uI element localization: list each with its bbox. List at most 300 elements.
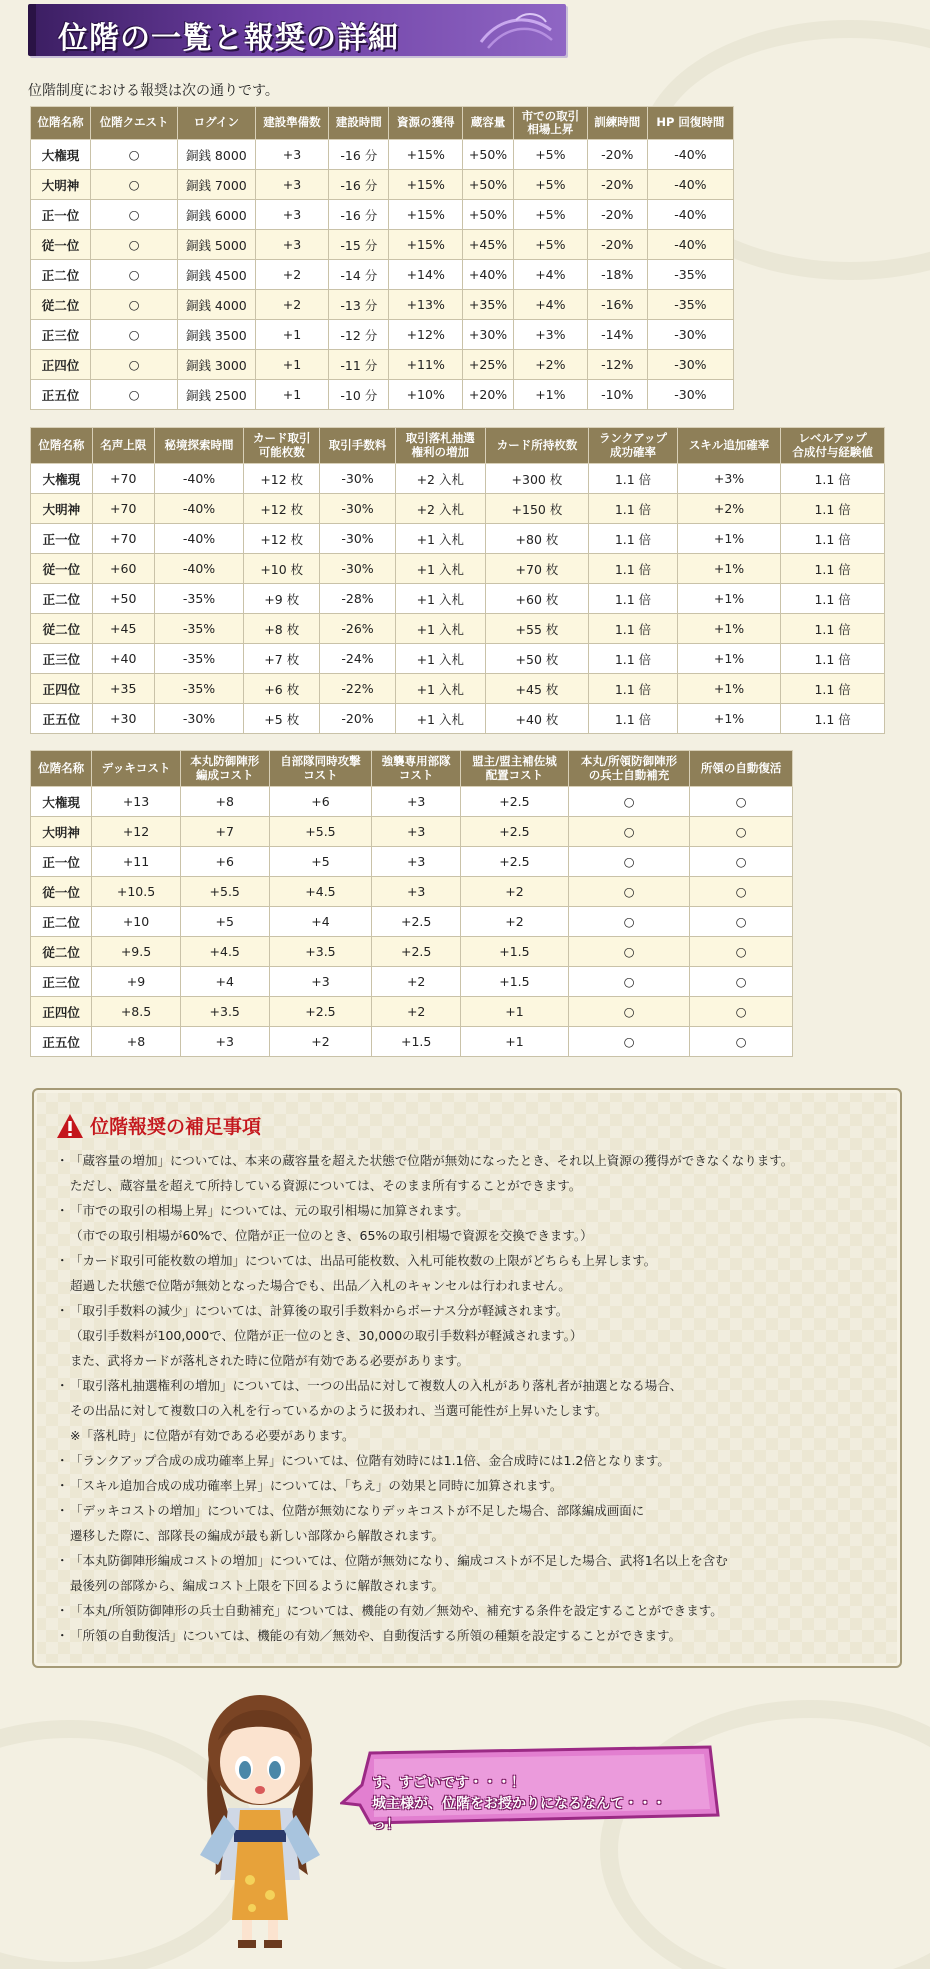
rank-name-cell: 正二位: [31, 584, 93, 614]
value-cell: ○: [91, 200, 178, 230]
column-header: 本丸防御陣形 編成コスト: [180, 751, 269, 787]
column-header: 建設準備数: [255, 107, 329, 140]
guide-character: [190, 1680, 330, 1950]
value-cell: 1.1 倍: [589, 494, 677, 524]
value-cell: +1: [461, 997, 569, 1027]
rank-rewards-table-2: [30, 427, 885, 734]
value-cell: +10: [92, 907, 181, 937]
value-cell: 1.1 倍: [781, 554, 885, 584]
table-row: [31, 817, 793, 847]
rank-name-cell: 正三位: [31, 967, 92, 997]
value-cell: -40%: [647, 140, 733, 170]
value-cell: -13 分: [329, 290, 389, 320]
value-cell: +13%: [389, 290, 463, 320]
value-cell: +2: [372, 997, 461, 1027]
value-cell: +60: [92, 554, 154, 584]
table-row: [31, 260, 734, 290]
value-cell: ○: [91, 140, 178, 170]
value-cell: +15%: [389, 230, 463, 260]
value-cell: +1 入札: [395, 524, 485, 554]
value-cell: +6: [180, 847, 269, 877]
value-cell: -35%: [154, 674, 244, 704]
table-row: [31, 847, 793, 877]
column-header: 盟主/盟主補佐城 配置コスト: [461, 751, 569, 787]
value-cell: +12%: [389, 320, 463, 350]
value-cell: ○: [568, 787, 690, 817]
value-cell: +80 枚: [485, 524, 589, 554]
note-item: [56, 1598, 886, 1623]
value-cell: -30%: [320, 494, 396, 524]
value-cell: +2: [269, 1027, 372, 1057]
note-text: 「スキル追加合成の成功確率上昇」については、「ちえ」の効果と同時に加算されます。: [70, 1478, 563, 1493]
value-cell: ○: [568, 997, 690, 1027]
value-cell: -35%: [154, 614, 244, 644]
note-text: 「デッキコストの増加」については、位階が無効になりデッキコストが不足した場合、部隊編成画面に: [70, 1503, 645, 1518]
speech-bubble-text: [372, 1773, 692, 1836]
value-cell: +45: [92, 614, 154, 644]
rank-name-cell: 大権現: [31, 464, 93, 494]
column-header: スキル追加確率: [677, 428, 781, 464]
value-cell: +50: [92, 584, 154, 614]
value-cell: +2: [372, 967, 461, 997]
table-row: [31, 350, 734, 380]
value-cell: +2.5: [372, 937, 461, 967]
value-cell: -40%: [154, 554, 244, 584]
value-cell: +3.5: [180, 997, 269, 1027]
rank-name-cell: 大明神: [31, 170, 91, 200]
rank-name-cell: 正四位: [31, 674, 93, 704]
value-cell: +14%: [389, 260, 463, 290]
value-cell: +1%: [514, 380, 588, 410]
value-cell: +12 枚: [244, 494, 320, 524]
table-row: [31, 967, 793, 997]
value-cell: +8: [92, 1027, 181, 1057]
column-header: 位階名称: [31, 428, 93, 464]
value-cell: 1.1 倍: [781, 524, 885, 554]
value-cell: -30%: [320, 464, 396, 494]
value-cell: -14 分: [329, 260, 389, 290]
value-cell: ○: [690, 907, 793, 937]
value-cell: -35%: [154, 584, 244, 614]
note-text: 「蔵容量の増加」については、本来の蔵容量を超えた状態で位階が無効になったとき、それ以上資源の獲得ができなくなります。: [70, 1153, 794, 1168]
value-cell: +4%: [514, 290, 588, 320]
bullet-icon: ・: [56, 1553, 69, 1568]
value-cell: +2.5: [461, 787, 569, 817]
bullet-icon: ・: [56, 1303, 69, 1318]
value-cell: +1 入札: [395, 674, 485, 704]
note-item: [56, 1373, 886, 1448]
notes-heading: [56, 1112, 261, 1139]
value-cell: +4.5: [180, 937, 269, 967]
rank-name-cell: 大明神: [31, 494, 93, 524]
value-cell: +5: [180, 907, 269, 937]
bullet-icon: ・: [56, 1203, 69, 1218]
note-item: [56, 1298, 886, 1373]
value-cell: +8: [180, 787, 269, 817]
value-cell: 1.1 倍: [589, 524, 677, 554]
value-cell: +1 入札: [395, 644, 485, 674]
value-cell: +20%: [463, 380, 514, 410]
value-cell: +1 入札: [395, 584, 485, 614]
value-cell: +7 枚: [244, 644, 320, 674]
value-cell: ○: [91, 290, 178, 320]
value-cell: ○: [91, 350, 178, 380]
value-cell: 1.1 倍: [589, 584, 677, 614]
note-continuation: 超過した状態で位階が無効となった場合でも、出品／入札のキャンセルは行われません。: [70, 1278, 571, 1293]
table-row: [31, 554, 885, 584]
rank-name-cell: 従一位: [31, 230, 91, 260]
value-cell: +1 入札: [395, 614, 485, 644]
value-cell: ○: [568, 877, 690, 907]
value-cell: ○: [690, 847, 793, 877]
value-cell: +60 枚: [485, 584, 589, 614]
value-cell: -40%: [647, 230, 733, 260]
value-cell: +2%: [514, 350, 588, 380]
value-cell: ○: [91, 230, 178, 260]
table-row: [31, 937, 793, 967]
column-header: ランクアップ 成功確率: [589, 428, 677, 464]
value-cell: ○: [568, 937, 690, 967]
value-cell: -35%: [154, 644, 244, 674]
value-cell: +10 枚: [244, 554, 320, 584]
bullet-icon: ・: [56, 1453, 69, 1468]
note-item: [56, 1448, 886, 1473]
column-header: 所領の自動復活: [690, 751, 793, 787]
value-cell: +11%: [389, 350, 463, 380]
value-cell: +12 枚: [244, 464, 320, 494]
value-cell: +2 入札: [395, 494, 485, 524]
value-cell: +25%: [463, 350, 514, 380]
value-cell: 1.1 倍: [781, 614, 885, 644]
note-text: 「取引手数料の減少」については、計算後の取引手数料からボーナス分が軽減されます。: [70, 1303, 569, 1318]
value-cell: 1.1 倍: [589, 554, 677, 584]
value-cell: +1: [255, 380, 329, 410]
value-cell: +150 枚: [485, 494, 589, 524]
rank-name-cell: 正五位: [31, 704, 93, 734]
rank-name-cell: 正二位: [31, 907, 92, 937]
note-item: [56, 1148, 886, 1198]
column-header: 自部隊同時攻撃 コスト: [269, 751, 372, 787]
column-header: 位階名称: [31, 107, 91, 140]
rank-name-cell: 従一位: [31, 877, 92, 907]
value-cell: 1.1 倍: [781, 644, 885, 674]
value-cell: 銅銭 3000: [178, 350, 256, 380]
value-cell: +5%: [514, 140, 588, 170]
table-row: [31, 877, 793, 907]
value-cell: +3: [255, 200, 329, 230]
value-cell: +30: [92, 704, 154, 734]
rank-rewards-table-3: [30, 750, 793, 1057]
value-cell: +5%: [514, 170, 588, 200]
value-cell: ○: [690, 877, 793, 907]
value-cell: +12: [92, 817, 181, 847]
value-cell: ○: [690, 997, 793, 1027]
value-cell: +1%: [677, 614, 781, 644]
value-cell: +5%: [514, 200, 588, 230]
note-continuation: ただし、蔵容量を超えて所持している資源については、そのまま所有することができます。: [70, 1178, 582, 1193]
value-cell: +35: [92, 674, 154, 704]
note-text: 「ランクアップ合成の成功確率上昇」については、位階有効時には1.1倍、金合成時には1.2倍となります。: [70, 1453, 670, 1468]
value-cell: 銅銭 7000: [178, 170, 256, 200]
value-cell: +3%: [677, 464, 781, 494]
note-continuation: 最後列の部隊から、編成コスト上限を下回るように解散されます。: [70, 1578, 445, 1593]
value-cell: +9: [92, 967, 181, 997]
value-cell: +70 枚: [485, 554, 589, 584]
value-cell: 1.1 倍: [589, 674, 677, 704]
value-cell: +1%: [677, 674, 781, 704]
column-header: 位階名称: [31, 751, 92, 787]
value-cell: -20%: [587, 170, 647, 200]
value-cell: +4: [180, 967, 269, 997]
value-cell: +50%: [463, 140, 514, 170]
table-row: [31, 997, 793, 1027]
swirl-decoration-icon: [476, 10, 556, 50]
value-cell: -16%: [587, 290, 647, 320]
value-cell: ○: [91, 380, 178, 410]
column-header: 市での取引 相場上昇: [514, 107, 588, 140]
value-cell: +5.5: [269, 817, 372, 847]
value-cell: +3: [372, 787, 461, 817]
value-cell: +2: [255, 260, 329, 290]
value-cell: +15%: [389, 200, 463, 230]
column-header: デッキコスト: [92, 751, 181, 787]
note-item: [56, 1248, 886, 1298]
value-cell: +1.5: [461, 967, 569, 997]
value-cell: +35%: [463, 290, 514, 320]
column-header: レベルアップ 合成付与経験値: [781, 428, 885, 464]
value-cell: 1.1 倍: [589, 704, 677, 734]
title-banner: [28, 4, 566, 56]
column-header: 取引落札抽選 権利の増加: [395, 428, 485, 464]
value-cell: +1 入札: [395, 554, 485, 584]
column-header: 取引手数料: [320, 428, 396, 464]
value-cell: +50%: [463, 170, 514, 200]
column-header: 蔵容量: [463, 107, 514, 140]
value-cell: +5.5: [180, 877, 269, 907]
value-cell: ○: [568, 907, 690, 937]
table-row: [31, 494, 885, 524]
value-cell: 銅銭 6000: [178, 200, 256, 230]
value-cell: +300 枚: [485, 464, 589, 494]
value-cell: +5%: [514, 230, 588, 260]
bullet-icon: ・: [56, 1153, 69, 1168]
value-cell: ○: [568, 1027, 690, 1057]
value-cell: +1%: [677, 554, 781, 584]
column-header: 秘境探索時間: [154, 428, 244, 464]
column-header: 強襲専用部隊 コスト: [372, 751, 461, 787]
value-cell: +1 入札: [395, 704, 485, 734]
value-cell: +1.5: [461, 937, 569, 967]
warning-icon: [56, 1113, 84, 1139]
column-header: ログイン: [178, 107, 256, 140]
value-cell: +4%: [514, 260, 588, 290]
table-row: [31, 140, 734, 170]
table-row: [31, 380, 734, 410]
bullet-icon: ・: [56, 1478, 69, 1493]
rank-name-cell: 従二位: [31, 290, 91, 320]
column-header: カード取引 可能枚数: [244, 428, 320, 464]
value-cell: +5 枚: [244, 704, 320, 734]
table-row: [31, 524, 885, 554]
value-cell: ○: [690, 967, 793, 997]
value-cell: +3: [372, 847, 461, 877]
rank-name-cell: 大権現: [31, 140, 91, 170]
rank-name-cell: 正五位: [31, 380, 91, 410]
bullet-icon: ・: [56, 1378, 69, 1393]
note-continuation: （取引手数料が100,000で、位階が正一位のとき、30,000の取引手数料が軽減されます。）: [70, 1328, 583, 1343]
value-cell: +1: [255, 320, 329, 350]
value-cell: -20%: [587, 230, 647, 260]
rank-name-cell: 正一位: [31, 200, 91, 230]
value-cell: -28%: [320, 584, 396, 614]
note-text: 「本丸/所領防御陣形の兵士自動補充」については、機能の有効／無効や、補充する条件を設定することができます。: [70, 1603, 723, 1618]
value-cell: -20%: [320, 704, 396, 734]
value-cell: -16 分: [329, 170, 389, 200]
value-cell: +9 枚: [244, 584, 320, 614]
value-cell: -26%: [320, 614, 396, 644]
value-cell: +10%: [389, 380, 463, 410]
value-cell: 1.1 倍: [781, 704, 885, 734]
rank-name-cell: 従二位: [31, 937, 92, 967]
value-cell: +3%: [514, 320, 588, 350]
value-cell: +3: [255, 170, 329, 200]
value-cell: +2.5: [461, 817, 569, 847]
table-row: [31, 614, 885, 644]
value-cell: -10 分: [329, 380, 389, 410]
value-cell: -12 分: [329, 320, 389, 350]
value-cell: +70: [92, 494, 154, 524]
note-item: [56, 1548, 886, 1598]
table-row: [31, 674, 885, 704]
table-row: [31, 644, 885, 674]
notes-list: [56, 1148, 886, 1648]
bullet-icon: ・: [56, 1503, 69, 1518]
value-cell: +2: [255, 290, 329, 320]
value-cell: ○: [91, 320, 178, 350]
rank-name-cell: 従二位: [31, 614, 93, 644]
value-cell: +70: [92, 524, 154, 554]
bullet-icon: ・: [56, 1603, 69, 1618]
value-cell: -16 分: [329, 140, 389, 170]
value-cell: +2: [461, 877, 569, 907]
value-cell: +1: [255, 350, 329, 380]
value-cell: +2.5: [269, 997, 372, 1027]
table-row: [31, 320, 734, 350]
value-cell: +40 枚: [485, 704, 589, 734]
value-cell: -40%: [647, 170, 733, 200]
value-cell: -40%: [154, 494, 244, 524]
value-cell: -14%: [587, 320, 647, 350]
value-cell: 銅銭 8000: [178, 140, 256, 170]
value-cell: +40%: [463, 260, 514, 290]
value-cell: +2.5: [372, 907, 461, 937]
value-cell: +3: [255, 140, 329, 170]
value-cell: ○: [91, 260, 178, 290]
table-row: [31, 464, 885, 494]
table-row: [31, 907, 793, 937]
value-cell: +10.5: [92, 877, 181, 907]
note-continuation: 遷移した際に、部隊長の編成が最も新しい部隊から解散されます。: [70, 1528, 445, 1543]
value-cell: -30%: [647, 320, 733, 350]
note-item: [56, 1198, 886, 1248]
value-cell: +1: [461, 1027, 569, 1057]
note-continuation: その出品に対して複数口の入札を行っているかのように扱われ、当選可能性が上昇いたします。: [70, 1403, 608, 1418]
value-cell: ○: [690, 1027, 793, 1057]
note-item: [56, 1623, 886, 1648]
note-text: 「所領の自動復活」については、機能の有効／無効や、自動復活する所領の種類を設定することができます。: [70, 1628, 682, 1643]
table-row: [31, 230, 734, 260]
table-row: [31, 290, 734, 320]
value-cell: +6: [269, 787, 372, 817]
value-cell: +50 枚: [485, 644, 589, 674]
notes-title: 位階報奨の補足事項: [90, 1116, 262, 1138]
speech-line-1: す、すごいです・・・！: [372, 1775, 525, 1791]
value-cell: ○: [568, 847, 690, 877]
note-continuation: ※「落札時」に位階が有効である必要があります。: [70, 1428, 355, 1443]
value-cell: +30%: [463, 320, 514, 350]
value-cell: +70: [92, 464, 154, 494]
note-text: 「市での取引の相場上昇」については、元の取引相場に加算されます。: [70, 1203, 469, 1218]
speech-line-2: 城主様が、位階をお授かりになるなんて・・・っ！: [372, 1796, 666, 1833]
rank-name-cell: 正四位: [31, 997, 92, 1027]
value-cell: -30%: [647, 350, 733, 380]
value-cell: -22%: [320, 674, 396, 704]
note-text: 「本丸防御陣形編成コストの増加」については、位階が無効になり、編成コストが不足した場合、武将1名以上を含む: [70, 1553, 728, 1568]
value-cell: +1%: [677, 704, 781, 734]
rank-name-cell: 正三位: [31, 644, 93, 674]
value-cell: +55 枚: [485, 614, 589, 644]
note-text: 「取引落札抽選権利の増加」については、一つの出品に対して複数人の入札があり落札者が抽選となる場合、: [70, 1378, 683, 1393]
value-cell: -24%: [320, 644, 396, 674]
value-cell: ○: [690, 817, 793, 847]
rank-name-cell: 正五位: [31, 1027, 92, 1057]
table-row: [31, 1027, 793, 1057]
value-cell: +40: [92, 644, 154, 674]
column-header: 位階クエスト: [91, 107, 178, 140]
supplementary-notes-panel: [32, 1088, 902, 1668]
value-cell: +2: [461, 907, 569, 937]
value-cell: 1.1 倍: [781, 584, 885, 614]
column-header: HP 回復時間: [647, 107, 733, 140]
value-cell: +11: [92, 847, 181, 877]
value-cell: +15%: [389, 170, 463, 200]
value-cell: -35%: [647, 290, 733, 320]
value-cell: +2 入札: [395, 464, 485, 494]
rank-name-cell: 従一位: [31, 554, 93, 584]
table-row: [31, 170, 734, 200]
value-cell: +4: [269, 907, 372, 937]
value-cell: -11 分: [329, 350, 389, 380]
value-cell: ○: [568, 967, 690, 997]
value-cell: -12%: [587, 350, 647, 380]
value-cell: +5: [269, 847, 372, 877]
note-item: [56, 1498, 886, 1548]
value-cell: -40%: [154, 464, 244, 494]
table-row: [31, 200, 734, 230]
value-cell: 1.1 倍: [589, 644, 677, 674]
value-cell: 1.1 倍: [781, 674, 885, 704]
value-cell: +4.5: [269, 877, 372, 907]
value-cell: -30%: [320, 524, 396, 554]
rank-rewards-table-1: [30, 106, 734, 410]
rank-name-cell: 正三位: [31, 320, 91, 350]
value-cell: +3: [180, 1027, 269, 1057]
rank-name-cell: 正二位: [31, 260, 91, 290]
value-cell: +7: [180, 817, 269, 847]
value-cell: -35%: [647, 260, 733, 290]
value-cell: 1.1 倍: [589, 614, 677, 644]
column-header: 本丸/所領防御陣形 の兵士自動補充: [568, 751, 690, 787]
